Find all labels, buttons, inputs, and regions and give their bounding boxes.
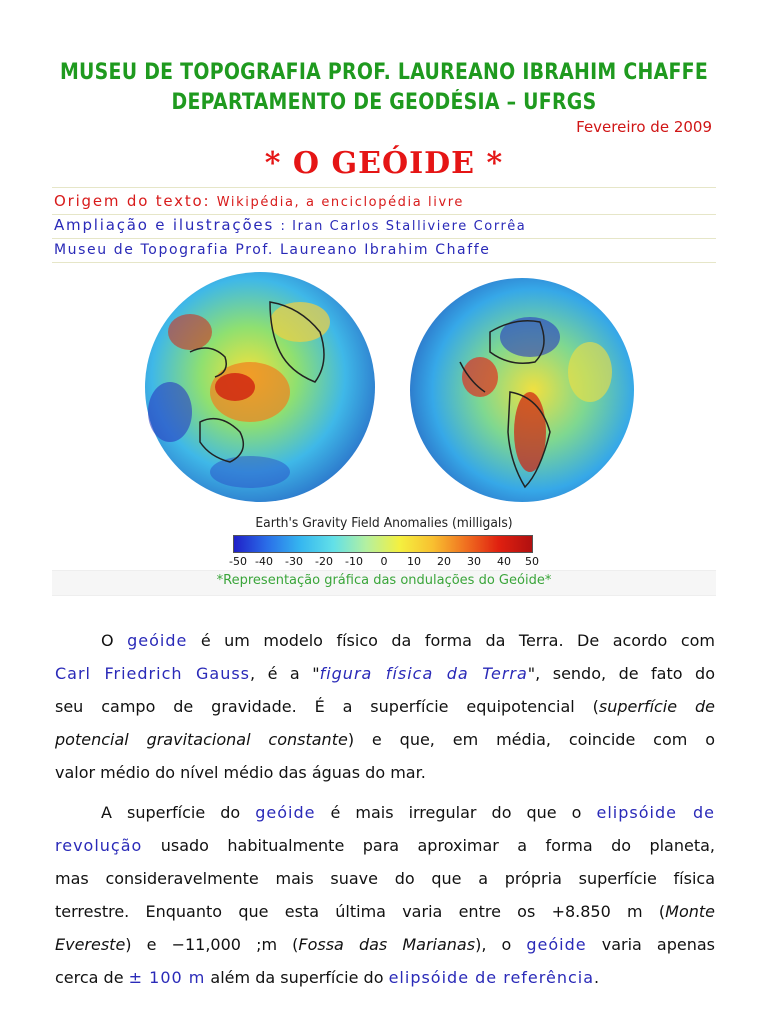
source-link[interactable]: Wikipédia, a enciclopédia livre: [216, 195, 465, 210]
figure-caption: *Representação gráfica das ondulações do Geóide*: [216, 573, 552, 588]
text-line: Evereste) e −11,000 ;m (Fossa das Marianas), o geóide varia apenas: [55, 935, 716, 954]
elipsoide-link[interactable]: elipsóide de: [596, 803, 716, 822]
credits-label: Ampliação e ilustrações: [54, 216, 275, 234]
text-line: O geóide é um modelo físico da forma da Terra. De acordo com: [101, 631, 716, 650]
figura-fisica-link[interactable]: figura física da Terra: [319, 664, 528, 683]
divider: [52, 187, 716, 188]
text-line: Carl Friedrich Gauss, é a "figura física da Terra", sendo, de fato do: [55, 664, 715, 683]
document-date: Fevereiro de 2009: [576, 118, 712, 136]
range-link[interactable]: ± 100 m: [128, 968, 206, 987]
colorbar-tick: -30: [285, 555, 303, 568]
colorbar-tick: 20: [437, 555, 451, 568]
divider: [52, 214, 716, 215]
header-museum-name: MUSEU DE TOPOGRAFIA PROF. LAUREANO IBRAHIM CHAFFE: [59, 60, 709, 85]
colorbar-tick: -50: [229, 555, 247, 568]
colorbar-tick: -40: [255, 555, 273, 568]
revolucao-link[interactable]: revolução: [55, 836, 143, 855]
text-line: mas consideravelmente mais suave do que a própria superfície física: [55, 869, 715, 888]
divider: [52, 238, 716, 239]
text-line: revolução usado habitualmente para aproximar a forma do planeta,: [55, 836, 715, 855]
colorbar-tick: 0: [380, 555, 388, 568]
header-department: DEPARTAMENTO DE GEODÉSIA – UFRGS: [171, 90, 597, 115]
museum-link[interactable]: Museu de Topografia Prof. Laureano Ibrahim Chaffe: [54, 242, 491, 258]
colorbar-tick: 40: [497, 555, 511, 568]
text-line: cerca de ± 100 m além da superfície do elipsóide de referência.: [55, 968, 600, 987]
museum-row: [54, 242, 491, 258]
colorbar-tick: 10: [407, 555, 421, 568]
colorbar-tick: -10: [345, 555, 363, 568]
colorbar-legend: [233, 535, 533, 553]
geoide-link[interactable]: geóide: [255, 803, 316, 822]
source-label: Origem do texto:: [54, 192, 211, 210]
paragraph-1: [55, 624, 715, 789]
text-line: valor médio do nível médio das águas do mar.: [55, 763, 426, 782]
credits-row: [54, 216, 526, 234]
colorbar-ticks: [228, 555, 548, 569]
geoide-link[interactable]: geóide: [526, 935, 587, 954]
globe-left: [145, 272, 375, 502]
colorbar-tick: 30: [467, 555, 481, 568]
text-line: seu campo de gravidade. É a superfície equipotencial (superfície de: [55, 697, 716, 716]
text-line: terrestre. Enquanto que esta última varia entre os +8.850 m (Monte: [55, 902, 715, 921]
paragraph-2: [55, 796, 715, 994]
gauss-link[interactable]: Carl Friedrich Gauss: [55, 664, 251, 683]
text-line: A superfície do geóide é mais irregular do que o elipsóide de: [101, 803, 716, 822]
page-title: * O GEÓIDE *: [264, 146, 504, 181]
colorbar-tick: -20: [315, 555, 333, 568]
credits-author: : Iran Carlos Stalliviere Corrêa: [280, 219, 527, 234]
source-row: [54, 192, 464, 210]
geoide-link[interactable]: geóide: [127, 631, 188, 650]
colorbar-title: Earth's Gravity Field Anomalies (milligals): [255, 516, 513, 531]
elipsoide-referencia-link[interactable]: elipsóide de referência: [388, 968, 595, 987]
globe-right: [410, 278, 634, 502]
colorbar-tick: 50: [525, 555, 539, 568]
text-line: potencial gravitacional constante) e que, em média, coincide com o: [55, 730, 716, 749]
